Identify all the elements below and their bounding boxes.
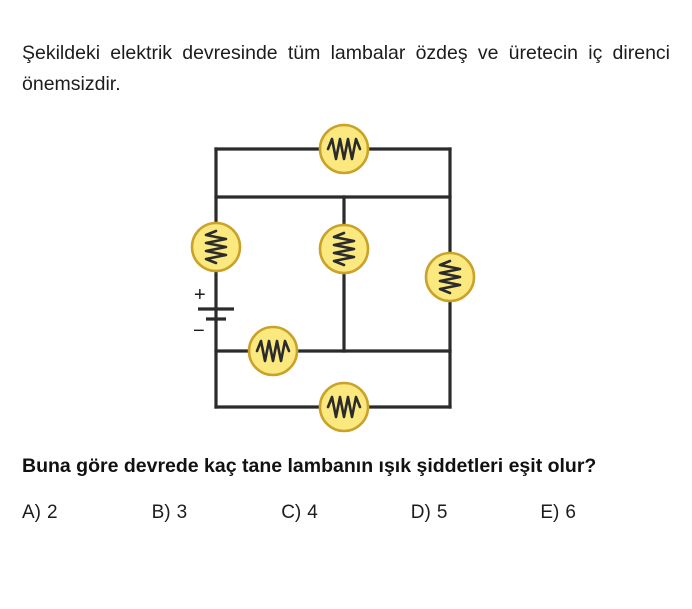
battery-plus-label: +	[194, 284, 206, 306]
choice-d[interactable]	[411, 502, 541, 524]
lamp-left	[192, 223, 240, 271]
answer-choices	[22, 502, 670, 524]
lamp-right	[426, 253, 474, 301]
circuit-figure	[22, 119, 670, 449]
choice-e-letter: E)	[540, 502, 560, 523]
choice-b-text: 3	[176, 502, 188, 523]
lamp-middle	[320, 225, 368, 273]
question-stem: Şekildeki elektrik devresinde tüm lambalar özdeş ve üretecin iç direnci önemsizdir.	[22, 41, 670, 95]
circuit-wires	[216, 149, 450, 407]
choice-c-text: 4	[307, 502, 318, 523]
lamp-lower-left	[249, 327, 297, 375]
choice-c-letter: C)	[281, 502, 302, 523]
battery-minus-label: −	[193, 320, 205, 342]
lamp-top	[320, 125, 368, 173]
choice-a-text: 2	[47, 502, 58, 523]
question-prompt: Buna göre devrede kaç tane lambanın ışık şiddetleri eşit olur?	[22, 455, 597, 477]
choice-a[interactable]	[22, 502, 152, 524]
choice-d-text: 5	[436, 502, 448, 523]
lamp-bottom	[320, 383, 368, 431]
choice-d-letter: D)	[410, 502, 431, 523]
choice-c[interactable]	[281, 502, 411, 524]
choice-e-text: 6	[565, 502, 576, 523]
choice-a-letter: A)	[22, 502, 41, 523]
choice-b[interactable]	[152, 502, 282, 524]
choice-e[interactable]	[540, 502, 670, 524]
choice-b-letter: B)	[151, 502, 171, 523]
